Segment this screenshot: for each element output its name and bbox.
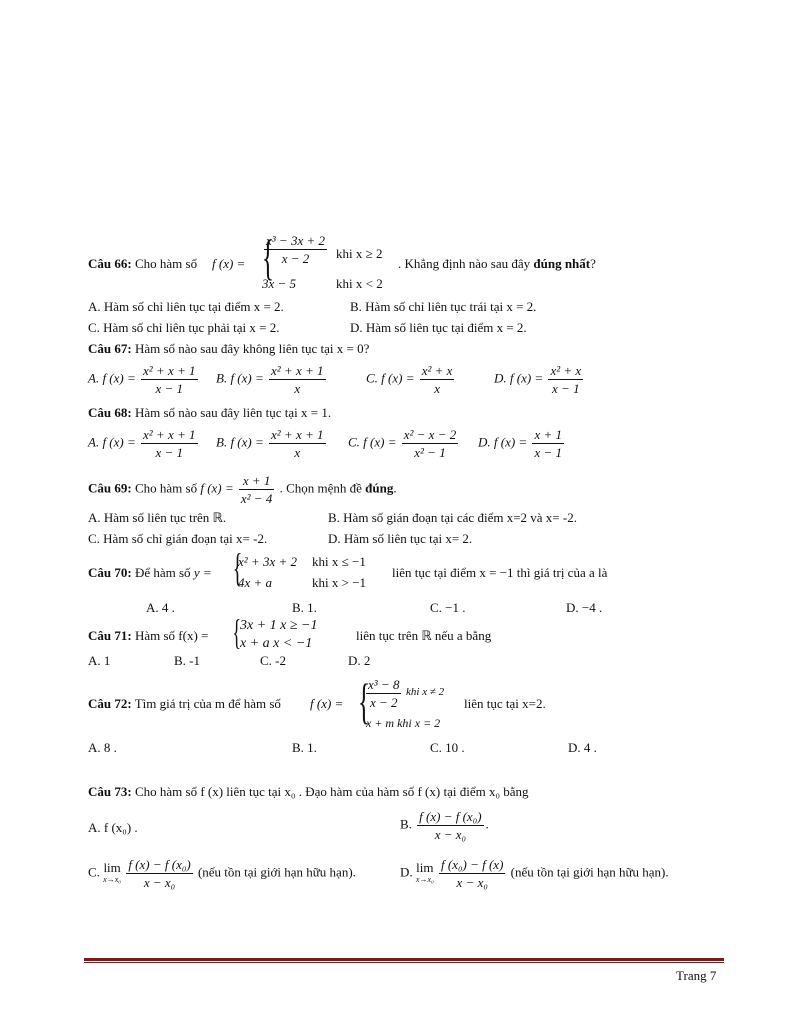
fraction-numerator: x + 1 — [534, 427, 562, 442]
tail-bold: đúng — [365, 480, 394, 496]
piecewise-case1 — [364, 676, 403, 711]
question-intro: Cho hàm số — [134, 256, 198, 271]
q72-label-line — [88, 696, 281, 712]
fraction-denominator: x − 1 — [552, 381, 580, 396]
question-label: Câu 67: — [88, 341, 132, 356]
option-suffix: (nếu tồn tại giới hạn hữu hạn). — [197, 864, 356, 880]
fraction-denominator: x — [294, 445, 301, 460]
option-prefix: B. f (x) = — [216, 370, 264, 386]
piecewise-case1 — [262, 232, 329, 267]
case2-condition: khi x > −1 — [312, 575, 367, 590]
option-d[interactable]: D. 4 . — [568, 740, 597, 755]
option-prefix: D. f (x) = — [478, 434, 528, 450]
brace-symbol: { — [262, 229, 274, 285]
question-label: Câu 68: — [88, 405, 132, 420]
option-prefix: C. f (x) = — [366, 370, 415, 386]
brace-symbol: { — [358, 673, 370, 729]
footer-rule — [84, 958, 724, 961]
option-d[interactable]: D. Hàm số liên tục tại điểm x = 2. — [350, 320, 527, 335]
option-prefix: A. f (x) = — [88, 434, 136, 450]
case2-expression: 3x − 5 — [262, 276, 297, 291]
option-a[interactable]: A. f (x₀) . — [88, 820, 138, 835]
fraction-denominator: x² − 1 — [414, 445, 446, 460]
case1-condition: khi x ≥ 2 — [336, 246, 383, 261]
function-name: y = — [193, 565, 212, 580]
q73-stem — [88, 784, 529, 800]
question-label: Câu 72: — [88, 696, 132, 711]
fraction-numerator: x² + x — [421, 363, 453, 378]
fraction-denominator: x − x₀ — [143, 875, 176, 890]
case2: x + m khi x = 2 — [366, 716, 441, 730]
case1-condition: khi x ≠ 2 — [406, 686, 445, 698]
option-d[interactable]: D. −4 . — [566, 600, 603, 615]
fraction-denominator: x — [294, 381, 301, 396]
brace-symbol: { — [232, 612, 241, 652]
option-a[interactable]: A. 4 . — [146, 600, 175, 615]
option-a[interactable]: A. 8 . — [88, 740, 117, 755]
option-a[interactable]: A. 1 — [88, 653, 111, 668]
question-label: Câu 71: — [88, 628, 132, 643]
fraction-denominator: x − 2 — [369, 695, 398, 710]
fraction-numerator: x² + x + 1 — [143, 363, 196, 378]
brace-symbol: { — [232, 545, 243, 590]
q71-label-line — [88, 628, 208, 644]
option-c[interactable]: C. 10 . — [430, 740, 465, 755]
case1: 3x + 1 x ≥ −1 — [240, 618, 318, 633]
question-label: Câu 73: — [88, 784, 132, 799]
tail-text: . Chọn mệnh đề — [279, 480, 362, 496]
option-prefix: C. — [88, 864, 100, 880]
function-name: f (x) = — [212, 256, 246, 271]
fraction-numerator: f (x₀) − f (x) — [441, 857, 504, 872]
option-prefix: D. — [400, 864, 413, 880]
lim-subscript: x→x₀ — [103, 874, 122, 884]
q66-label-line — [88, 256, 197, 272]
question-intro: Tìm giá trị của m để hàm số — [134, 696, 281, 711]
option-c[interactable] — [348, 426, 460, 461]
fraction-denominator: x − 2 — [281, 251, 310, 266]
fraction-numerator: x² + x + 1 — [271, 427, 324, 442]
option-b[interactable] — [216, 426, 328, 461]
option-d[interactable] — [494, 362, 585, 397]
question-tail: liên tục tại x=2. — [464, 696, 546, 711]
fraction-numerator: x² + x + 1 — [143, 427, 196, 442]
fraction-numerator: x³ − 8 — [368, 677, 400, 692]
option-b[interactable]: B. 1. — [292, 740, 317, 755]
fraction-numerator: x² + x + 1 — [271, 363, 324, 378]
function-name: f (x) = — [310, 696, 344, 711]
case2-expression: 4x + a — [238, 575, 273, 590]
option-b[interactable] — [216, 362, 328, 397]
option-b[interactable] — [400, 808, 489, 843]
option-c[interactable]: C. Hàm số chỉ liên tục phải tại x = 2. — [88, 320, 280, 335]
q67-stem — [88, 341, 369, 357]
q70-label-line — [88, 565, 212, 581]
option-a[interactable] — [88, 362, 200, 397]
fraction-numerator: x³ − 3x + 2 — [266, 233, 325, 248]
fraction-numerator: x + 1 — [239, 472, 274, 490]
tail-bold: đúng nhất — [533, 256, 591, 271]
fraction-denominator: x − x₀ — [456, 875, 488, 890]
question-intro: Cho hàm số — [134, 480, 198, 496]
question-intro: Hàm số f(x) = — [134, 628, 209, 643]
question-label: Câu 69: — [88, 480, 132, 496]
question-label: Câu 66: — [88, 256, 132, 271]
fraction-numerator: x² − x − 2 — [403, 427, 457, 442]
case2-condition: khi x < 2 — [336, 276, 383, 291]
option-suffix: (nếu tồn tại giới hạn hữu hạn). — [510, 864, 669, 880]
tail-end: . — [393, 480, 397, 496]
option-a[interactable]: A. Hàm số chỉ liên tục tại điểm x = 2. — [88, 299, 284, 314]
option-d[interactable] — [478, 426, 566, 461]
question-text: Hàm số nào sau đây liên tục tại x = 1. — [134, 405, 332, 420]
option-b[interactable]: B. -1 — [174, 653, 200, 668]
option-a[interactable]: A. Hàm số liên tục trên ℝ. — [88, 510, 227, 525]
option-prefix: A. f (x) = — [88, 370, 136, 386]
tail-end: ? — [590, 256, 596, 271]
option-c[interactable] — [88, 856, 356, 891]
case1-expression: x² + 3x + 2 — [238, 554, 297, 569]
question-tail — [398, 256, 596, 272]
option-d[interactable]: D. 2 — [348, 653, 371, 668]
q69-stem — [88, 472, 397, 507]
fraction-denominator: x − 1 — [155, 381, 184, 396]
limit-symbol — [415, 859, 434, 886]
function-name: f (x) = — [200, 480, 234, 496]
lim-subscript: x→x₀ — [415, 874, 434, 884]
question-intro: Để hàm số — [134, 565, 191, 580]
option-prefix: C. f (x) = — [348, 434, 397, 450]
option-prefix: D. f (x) = — [494, 370, 544, 386]
option-b[interactable]: B. Hàm số gián đoạn tại các điểm x=2 và x= -2. — [328, 510, 577, 525]
fraction-numerator: x² + x — [550, 363, 582, 378]
option-c[interactable]: C. −1 . — [430, 600, 466, 615]
fraction-denominator: x — [434, 381, 440, 396]
page-number: Trang 7 — [676, 968, 717, 983]
option-prefix: B. — [400, 816, 412, 832]
option-c[interactable] — [366, 362, 456, 397]
fraction-denominator: x² − 4 — [240, 491, 273, 506]
lim-text: lim — [416, 859, 434, 875]
fraction-numerator: f (x) − f (x₀) — [419, 809, 482, 824]
option-d[interactable] — [400, 856, 669, 891]
case2: x + a x < −1 — [240, 636, 313, 651]
fraction-denominator: x − 1 — [534, 445, 562, 460]
q68-stem — [88, 405, 331, 421]
limit-symbol — [103, 859, 122, 886]
question-text: Cho hàm số f (x) liên tục tại x₀ . Đạo hàm của hàm số f (x) tại điểm x₀ bằng — [134, 784, 529, 799]
option-c[interactable]: C. Hàm số chỉ gián đoạn tại x= -2. — [88, 531, 268, 546]
fraction-numerator: f (x) − f (x₀) — [128, 857, 191, 872]
case1-condition: khi x ≤ −1 — [312, 554, 366, 569]
option-b[interactable]: B. 1. — [292, 600, 317, 615]
question-label: Câu 70: — [88, 565, 132, 580]
footer-rule-thin — [84, 962, 724, 963]
fraction-denominator: x − 1 — [155, 445, 184, 460]
option-a[interactable] — [88, 426, 200, 461]
fraction-denominator: x − x₀ — [434, 827, 467, 842]
question-text: Hàm số nào sau đây không liên tục tại x = 0? — [134, 341, 370, 356]
option-suffix: . — [485, 816, 489, 832]
option-prefix: B. f (x) = — [216, 434, 264, 450]
question-tail: liên tục trên ℝ nếu a bằng — [356, 628, 492, 643]
option-d[interactable]: D. Hàm số liên tục tại x= 2. — [328, 531, 473, 546]
option-c[interactable]: C. -2 — [260, 653, 286, 668]
option-b[interactable]: B. Hàm số chỉ liên tục trái tại x = 2. — [350, 299, 537, 314]
lim-text: lim — [103, 859, 121, 875]
tail-text: . Khẳng định nào sau đây — [398, 256, 531, 271]
question-tail: liên tục tại điểm x = −1 thì giá trị của a là — [392, 565, 608, 580]
